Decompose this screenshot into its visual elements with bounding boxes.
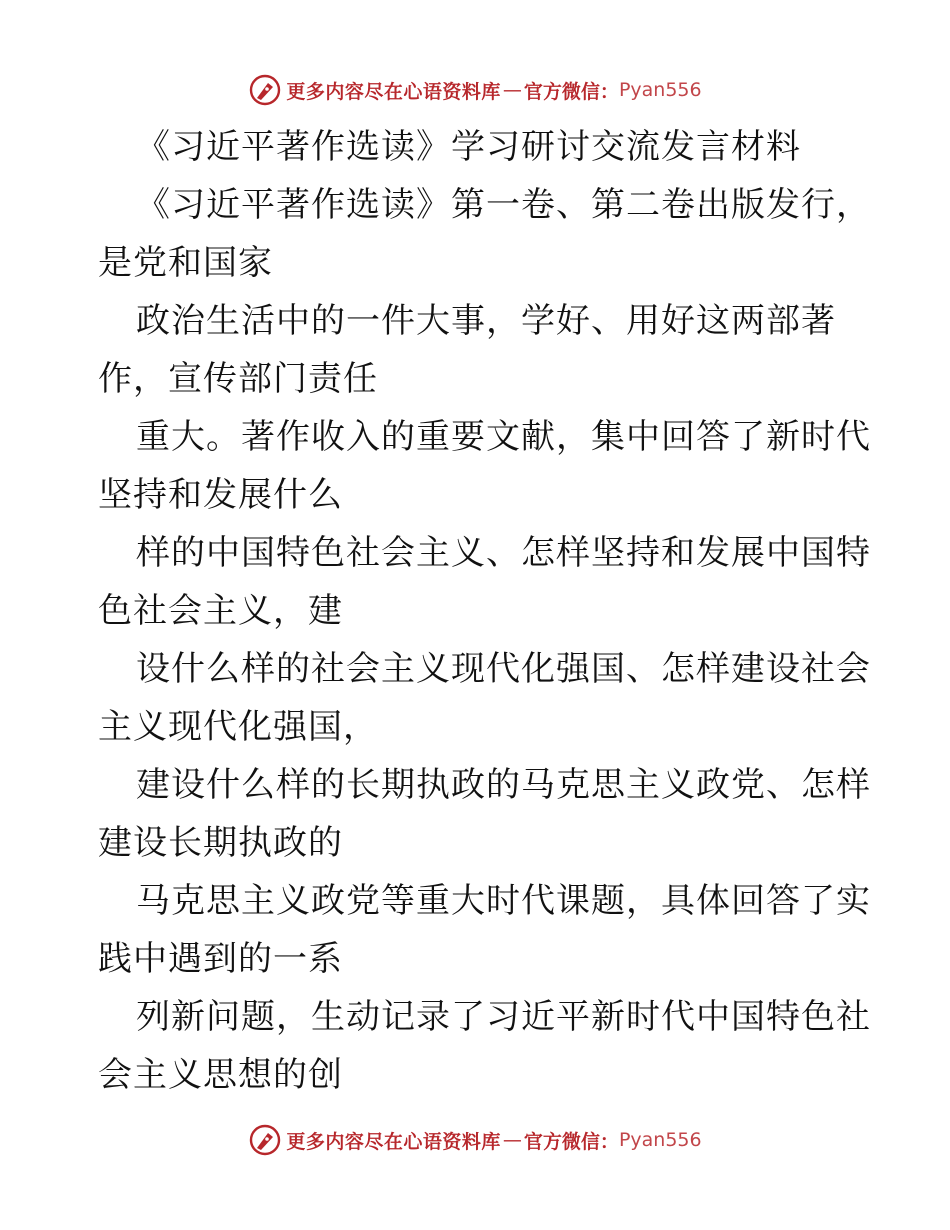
text-line: 色社会主义，建	[98, 591, 343, 631]
text-line: 建设长期执政的	[98, 823, 343, 863]
watermark-wechat-id: Pyan556	[618, 79, 702, 101]
watermark-dash: —	[502, 79, 522, 101]
watermark-wechat-label: 官方微信：	[523, 80, 619, 103]
footer-watermark	[0, 1120, 950, 1160]
text-line: 作，宣传部门责任	[98, 359, 378, 399]
text-line: 政治生活中的一件大事，学好、用好这两部著	[136, 301, 836, 341]
text-line: 会主义思想的创	[98, 1055, 343, 1095]
text-line: 坚持和发展什么	[98, 475, 343, 515]
pen-nib-seal-icon	[248, 73, 282, 107]
text-line: 主义现代化强国，	[98, 707, 378, 747]
watermark-main-text: 更多内容尽在心语资料库	[286, 80, 501, 103]
text-line: 列新问题，生动记录了习近平新时代中国特色社	[136, 997, 871, 1037]
text-line: 《习近平著作选读》第一卷、第二卷出版发行，	[136, 185, 871, 225]
pen-nib-seal-icon	[248, 1123, 282, 1157]
watermark-main-text: 更多内容尽在心语资料库	[286, 1130, 501, 1153]
text-line: 践中遇到的一系	[98, 939, 343, 979]
document-title: 《习近平著作选读》学习研讨交流发言材料	[136, 127, 801, 167]
text-line: 样的中国特色社会主义、怎样坚持和发展中国特	[136, 533, 871, 573]
watermark-wechat-label: 官方微信：	[523, 1130, 619, 1153]
text-line: 重大。著作收入的重要文献，集中回答了新时代	[136, 417, 871, 457]
watermark-wechat-id: Pyan556	[618, 1129, 702, 1151]
text-line: 建设什么样的长期执政的马克思主义政党、怎样	[136, 765, 871, 805]
watermark-dash: —	[502, 1129, 522, 1151]
text-line: 设什么样的社会主义现代化强国、怎样建设社会	[136, 649, 871, 689]
text-line: 是党和国家	[98, 243, 273, 283]
document-body	[98, 118, 871, 1104]
text-line: 马克思主义政党等重大时代课题，具体回答了实	[136, 881, 871, 921]
header-watermark	[0, 70, 950, 110]
